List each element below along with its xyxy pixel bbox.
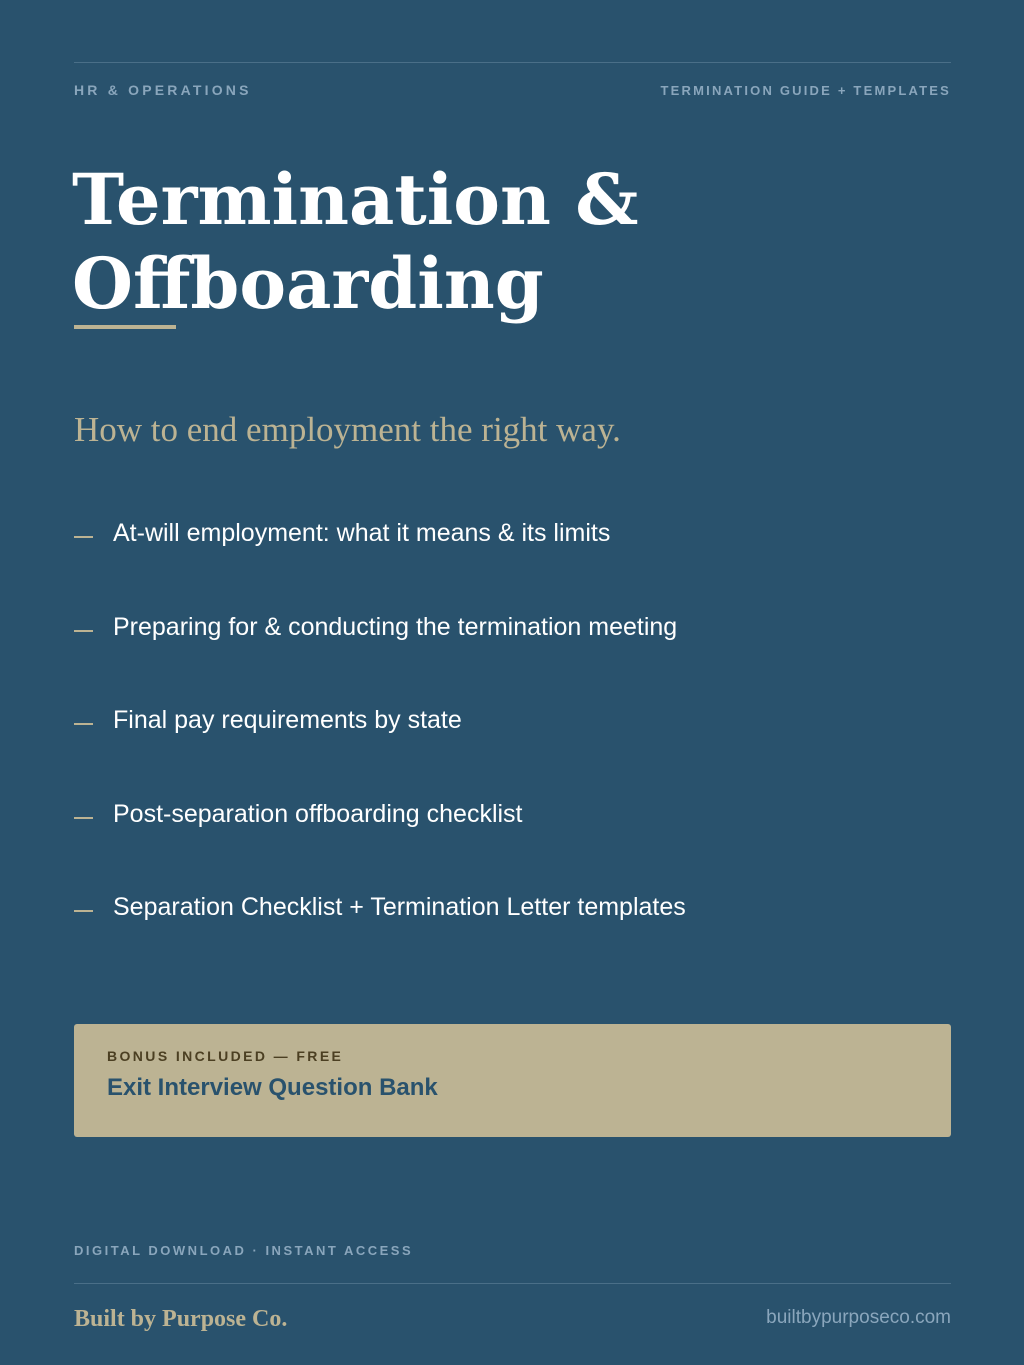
bonus-title: Exit Interview Question Bank [107,1074,438,1101]
feature-list [74,515,934,983]
list-item-text: Separation Checklist + Termination Letter templates [113,893,686,921]
dash-icon [74,910,93,912]
list-item [74,796,934,890]
list-item [74,889,934,983]
list-item-text: Final pay requirements by state [113,706,462,734]
document-type-label: TERMINATION GUIDE + TEMPLATES [660,83,951,98]
dash-icon [74,536,93,538]
brand-name: Built by Purpose Co. [74,1306,288,1332]
dash-icon [74,817,93,819]
bonus-callout [74,1024,951,1137]
subtitle: How to end employment the right way. [74,410,621,449]
list-item-text: Preparing for & conducting the termination meeting [113,612,678,641]
list-item [74,609,934,703]
dash-icon [74,630,93,632]
list-item-text: Post-separation offboarding checklist [113,799,523,828]
website-link[interactable]: builtbypurposeco.com [766,1307,951,1328]
top-divider [74,62,951,63]
list-item [74,515,934,609]
page-title [72,158,638,326]
title-line-2: Offboarding [72,242,544,325]
dash-icon [74,723,93,725]
list-item [74,702,934,796]
bottom-divider [74,1283,951,1284]
format-label: DIGITAL DOWNLOAD · INSTANT ACCESS [74,1243,414,1258]
category-label: HR & OPERATIONS [74,82,252,98]
title-accent-bar [74,325,176,329]
bonus-tag: BONUS INCLUDED — FREE [107,1048,344,1064]
title-line-1: Termination & [72,158,639,241]
list-item-text: At-will employment: what it means & its limits [113,519,611,547]
